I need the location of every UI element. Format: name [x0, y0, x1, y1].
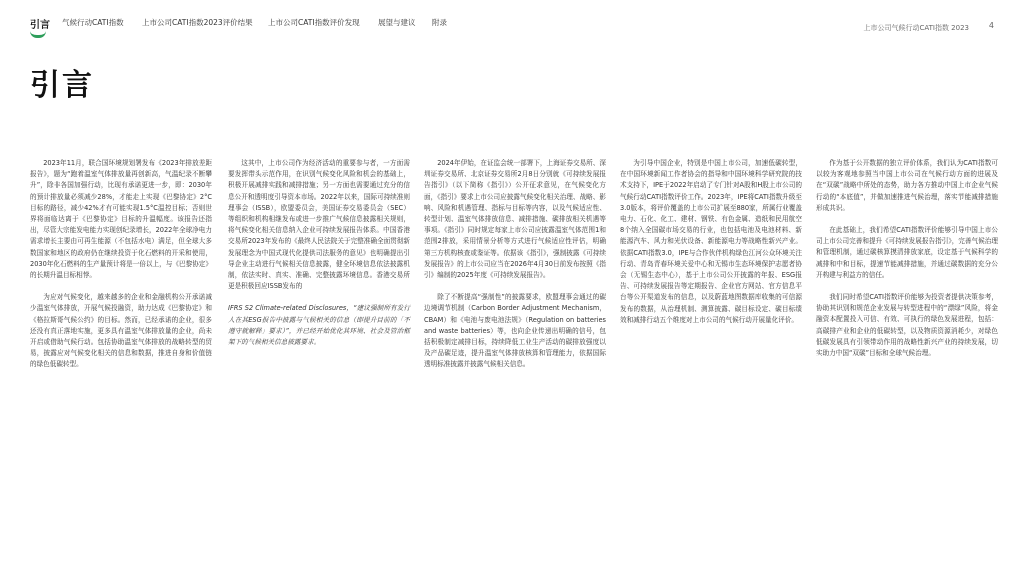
- paragraph: 在此基础上，我们希望CATI指数评价能够引导中国上市公司上市公司完善和提升《可持续发展报告指引》，完善气候治理和管理机制，通过碳核算摸清排放家底，设定基于气候科学的减排和中和目标，提速节能减排措施，并通过碳数据的充分公开构建与利益方的信任。: [816, 226, 998, 279]
- paragraph: 我们同时希望CATI指数评价能够为投资者提供决策参考，协助其识别和规范企业发展与转型进程中的“漂绿”风险，将金融资本配置投入可信、有效、可执行的绿色发展进程，包括：高碳排产业和企业的低碳转型，以及物质资源消耗少，对绿色低碳发展具有引领带动作用的战略性新兴产业的持续发展，切实助力中国“双碳”目标和全球气候治理。: [816, 293, 998, 358]
- nav-item-findings[interactable]: 上市公司CATI指数评价发现: [268, 18, 360, 27]
- paragraph: 作为基于公开数据的独立评价体系，我们认为CATI指数可以较为客观地参照当中国上市公司在气候行动方面的进展及在“双碳”战略中所处的态势，助力各方推动中国上市企业气候行动的“本底值”，并做加速推进气候治理，落实节能减排措施形成共识。: [816, 159, 998, 212]
- nav-item-outlook[interactable]: 展望与建议: [378, 18, 416, 27]
- paragraph: 除了不断提高“强制性”的披露要求，欧盟理事会通过的碳边境调节机制（Carbon Border Adjustment Mechanism，CBAM）和《电池与废电池法规》（Regulation on batteries and waste batteries）等，也向企业传递出明确的信号，包括积极制定减排目标，持续降低工业生产活动的碳排放强度以及产品碳足迹，提升温室气体排放核算和管理能力，依据国际透明标准披露并披露气候相关信息。: [424, 293, 606, 369]
- page-title: 引言: [30, 68, 94, 103]
- nav-item-cati-index[interactable]: 气候行动CATI指数: [62, 18, 124, 27]
- paragraph: 这其中，上市公司作为经济活动的重要参与者，一方面需要发挥带头示范作用，在识别气候变化风险和机会的基础上，积极开展减排实践和减排措施；另一方面也需要通过充分的信息公开和透明度引导资本市场。2022年以来，国际可持续准则理事会（ISSB），欧盟委员会，美国证券交易委员会（SEC）等组织和机构相继发布或进一步推广气候信息披露相关规则，将气候变化相关信息纳入企业可持续发展报告体系。中国香港交易所2023年发布的《最终人民法院关于完整准确全面贯彻新发展理念为中国式现代化提供司法服务的意见》也明确提出引导企业主动进行气候相关信息披露，健全环境信息依法披露机制，依法实时、真实、准确、完整披露环境信息。香港交易所更是积极回应ISSB发布的: [228, 159, 410, 291]
- paragraph: [228, 303, 410, 348]
- text-column-2: [228, 158, 410, 359]
- nav-item-2023-results[interactable]: 上市公司CATI指数2023评价结果: [142, 18, 253, 27]
- top-navigation-bar: [0, 0, 1024, 40]
- nav-item-appendix[interactable]: 附录: [432, 18, 447, 27]
- text-column-1: [30, 158, 212, 382]
- text-column-3: [424, 158, 606, 382]
- brand-label: 引言: [30, 20, 50, 31]
- paragraph: 为引导中国企业，特别是中国上市公司，加速低碳转型，在中国环境新闻工作者协会的指导和中国环境科学研究院的技术支持下，IPE于2022年启动了专门针对A股和H股上市公司的气候行动CATI指数评价工作。2023年，IPE将CATI指数升级至3.0版本，将评价覆盖的上市公司扩展至880家，所属行业覆盖电力、石化、化工、建材、钢铁、有色金属、造纸和民用航空8个纳入全国碳市场交易的行业，也包括电池及电池材料、新能源汽车、风力和光伏设备、新能源电力等战略性新兴产业。依据CATI指数3.0，IPE与合作伙伴机构绿色江河公众环境关注行动、青岛青春环境关爱中心和无锡市生态环境保护志愿者协会（无锡生态中心），基于上市公司公开披露的年报、ESG报告、可持续发展报告等定期报告、企业官方网站、官方信息平台等公开渠道发布的信息，以及蔚蓝地图数据库收集的可信源发布的数据，从治理机制、测算披露、碳目标设定、碳目标绩效和减排行动五个维度对上市公司的气候行动开展量化评价。: [620, 159, 802, 324]
- page-number: 4: [988, 21, 994, 30]
- paragraph: 2024年伊始，在证监会统一部署下，上海证券交易所、深圳证券交易所、北京证券交易所2月8日分别就《可持续发展报告指引》（以下简称《指引》）公开征求意见，在气候变化方面，《指引》要求上市公司应披露气候变化相关治理、战略、影响、风险和机遇管理、指标与目标等内容，以及气候适应性、转型计划、温室气体排放信息、减排措施、碳排放相关机遇等事项。《指引》同时规定每家上市公司应披露温室气体范围1和范围2排放，采用情景分析等方式进行气候适应性评估，明确第三方机构核查或鉴证等。依据该《指引》，强制披露《可持续发展报告》的上市公司应当在2026年4月30日前发布按照《指引》编制的2025年度《可持续发展报告》。: [424, 159, 606, 280]
- paragraph: 为应对气候变化，越来越多的企业和金融机构公开承诺减少温室气体排放，开展气候投融资，助力达成《巴黎协定》和《格拉斯哥气候公约》的目标。然而，已经承诺的企业，很多还没有真正落地实施，更多具有温室气体排放量的企业，尚未开启或借助气候行动。包括协助温室气体排放的战略转型的贸易，披露应对气候变化相关的信息和数据，推进自身和价值链的绿色低碳转型。: [30, 293, 212, 369]
- brand-leaf-icon: [30, 31, 46, 38]
- text-column-5: [816, 158, 998, 370]
- paragraph-italic: IFRS S2 Climate-related Disclosures，“建议强制所有发行人在其ESG报告中披露与气候相关的信息（即提升目前的「不遵守就解释」要求）”，并已经开始优化其环境、社会及管治框架下的气候相关信息披露要求。: [228, 304, 410, 347]
- text-column-4: [620, 158, 802, 337]
- report-title: 上市公司气候行动CATI指数 2023: [863, 24, 969, 32]
- paragraph: 2023年11月，联合国环境规划署发布《2023年排放差距报告》，题为“跑着温室气体排放量再创新高，气温纪录不断攀升”，除非各国加强行动，比现有承诺更进一步，即：2030年的预计排放量必须减少28%，才能走上实现《巴黎协定》2°C目标的路径，减少42%才有可能实现1.5°C温控目标；否则世界将面临达离于《巴黎协定》目标的升温幅度。该报告还指出，尽管大宗能发电能力实现创纪录增长，2022年全球净电力需求增长主要由可再生能源（不包括水电）满足，但全球大多数国家和地区的政府仍在继续投资于化石燃料的开采和使用，2030年化石燃料的生产量预计将是一倍以上，与《巴黎协定》的长期升温目标相悖。: [30, 159, 212, 280]
